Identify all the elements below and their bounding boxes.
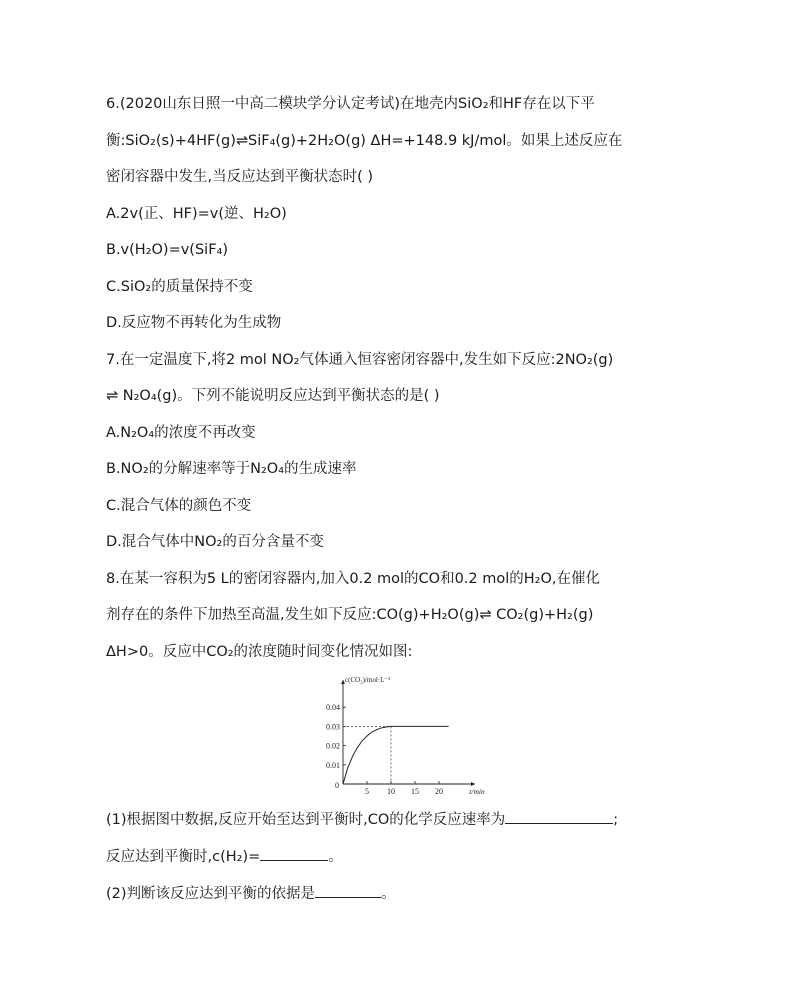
q6-option-b: B.v(H₂O)=v(SiF₄) — [106, 242, 229, 258]
q6-stem-line2: 衡:SiO₂(s)+4HF(g)⇌SiF₄(g)+2H₂O(g) ΔH=+148.9 kJ/mol。如果上述反应在 — [106, 133, 623, 149]
q6-option-c: C.SiO₂的质量保持不变 — [106, 279, 253, 295]
y-tick-label: 0.03 — [326, 722, 340, 732]
q8-sub2-end: 。 — [381, 886, 396, 902]
q8-sub2-line — [106, 882, 396, 904]
x-axis-label: t/min — [469, 787, 485, 796]
q6-stem-line3: 密闭容器中发生,当反应达到平衡状态时( ) — [106, 169, 374, 185]
y-axis-label: c(CO₂)/mol·L⁻¹ — [345, 676, 391, 684]
answer-blank-co-rate[interactable] — [505, 808, 613, 824]
y-tick-label: 0.04 — [326, 703, 340, 713]
x-tick-label: 10 — [387, 787, 395, 796]
q7-option-c: C.混合气体的颜色不变 — [106, 498, 252, 514]
q7-option-b: B.NO₂的分解速率等于N₂O₄的生成速率 — [106, 461, 357, 477]
q8-sub1-text: (1)根据图中数据,反应开始至达到平衡时,CO的化学反应速率为 — [106, 812, 506, 828]
q8-sub1-end: ; — [613, 812, 619, 828]
q8-sub1b-text: 反应达到平衡时,c(H₂)= — [106, 849, 261, 865]
q6-option-d: D.反应物不再转化为生成物 — [106, 315, 282, 331]
q7-stem-line1: 7.在一定温度下,将2 mol NO₂气体通入恒容密闭容器中,发生如下反应:2NO₂(g) — [106, 352, 614, 368]
y-tick-label: 0.01 — [326, 760, 340, 770]
y-tick-label: 0.02 — [326, 741, 340, 751]
answer-blank-equilibrium-basis[interactable] — [315, 882, 381, 898]
q7-option-d: D.混合气体中NO₂的百分含量不变 — [106, 534, 324, 550]
q7-option-a: A.N₂O₄的浓度不再改变 — [106, 425, 256, 441]
x-tick-label: 15 — [411, 787, 419, 796]
q6-option-a: A.2v(正、HF)=v(逆、H₂O) — [106, 206, 287, 222]
q8-sub1-line1 — [106, 808, 618, 830]
q8-sub1-line2 — [106, 845, 343, 867]
x-axis-arrow — [471, 782, 475, 786]
answer-blank-h2-conc[interactable] — [260, 845, 328, 861]
origin-label: 0 — [335, 781, 339, 790]
q8-sub1b-end: 。 — [328, 849, 343, 865]
co2-concentration-curve — [343, 726, 449, 784]
q8-stem-line1: 8.在某一容积为5 L的密闭容器内,加入0.2 mol的CO和0.2 mol的H₂O,在催化 — [106, 571, 601, 587]
q6-stem-line1: 6.(2020山东日照一中高二模块学分认定考试)在地壳内SiO₂和HF存在以下平 — [106, 96, 595, 112]
x-tick-label: 5 — [365, 787, 369, 796]
q8-sub2-text: (2)判断该反应达到平衡的依据是 — [106, 886, 316, 902]
q8-stem-line3: ΔH>0。反应中CO₂的浓度随时间变化情况如图: — [106, 644, 413, 660]
q7-stem-line2: ⇌ N₂O₄(g)。下列不能说明反应达到平衡状态的是( ) — [106, 388, 440, 404]
x-tick-label: 20 — [435, 787, 443, 796]
q8-stem-line2: 剂存在的条件下加热至高温,发生如下反应:CO(g)+H₂O(g)⇌ CO₂(g)+H₂(g) — [106, 607, 594, 623]
co2-concentration-chart — [315, 672, 490, 798]
